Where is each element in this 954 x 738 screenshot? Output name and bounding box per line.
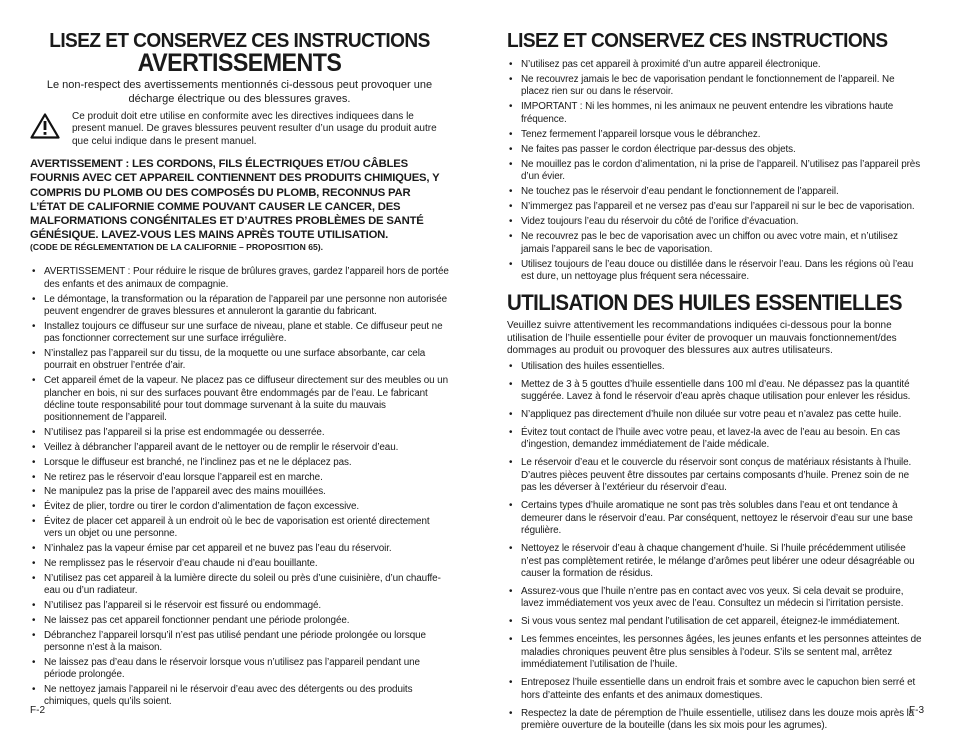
prop65-reference: (CODE DE RÉGLEMENTATION DE LA CALIFORNIE – PROPOSITION 65).: [30, 242, 324, 253]
essential-oils-list: [507, 361, 924, 733]
list-item: • Veillez à débrancher l’appareil avant de le nettoyer ou de remplir le réservoir d’eau.: [30, 442, 449, 454]
list-item: • Débranchez l’appareil lorsqu’il n’est pas utilisé pendant une période prolongée ou lorsque personne n’est à la maison.: [30, 630, 449, 655]
warnings-intro: Le non-respect des avertissements mentionnés ci-dessous peut provoquer une décharge électrique ou des blessures graves.: [46, 79, 433, 105]
list-item: • Respectez la date de péremption de l’huile essentielle, utilisez dans les douze mois après la première ouverture de la bouteille (dans les six mois pour les agrumes).: [507, 708, 924, 733]
page-heading: LISEZ ET CONSERVEZ CES INSTRUCTIONS: [507, 29, 888, 52]
list-item: • Ne recouvrez jamais le bec de vaporisation pendant le fonctionnement de l’appareil. Ne placez rien sur ou dans le réservoir.: [507, 74, 924, 99]
list-item: • N’appliquez pas directement d’huile non diluée sur votre peau et n’avalez pas cette huile.: [507, 409, 924, 421]
list-item: • Le réservoir d’eau et le couvercle du réservoir sont conçus de matériaux résistants à l’huile. D’autres pièces peuvent être dissoutes par certains composants d’huile. Prenez soin de ne pas les déverser à l’extérieur du réservoir d’eau.: [507, 457, 924, 494]
list-item: • Le démontage, la transformation ou la réparation de l’appareil par une personne non autorisée peuvent engendrer de graves blessures et annuleront la garantie du fabricant.: [30, 294, 449, 319]
list-item: • N’utilisez pas l’appareil si le réservoir est fissuré ou endommagé.: [30, 600, 449, 612]
list-item: • Les femmes enceintes, les personnes âgées, les jeunes enfants et les personnes atteintes de maladies chroniques peuvent être plus sensibles à l’odeur. S’ils se sentent mal, arrêtez immédiatement l’utilisation de l’huile.: [507, 634, 924, 671]
prop65-warning: AVERTISSEMENT : LES CORDONS, FILS ÉLECTRIQUES ET/OU CÂBLES FOURNIS AVEC CET APPAREIL CONTIENNENT DES PRODUITS CHIMIQUES, Y COMPRIS DU PLOMB OU DES COMPOSÉS DU PLOMB, RECONNUS PAR L’ÉTAT DE CALIFORNIE COMME POUVANT CAUSER LE CANCER, DES MALFORMATIONS CONGÉNITALES ET D’AUTRES PROBLÈMES DE SANTÉ GÉNÉSIQUE. LAVEZ-VOUS LES MAINS APRÈS TOUTE UTILISATION.: [30, 158, 440, 242]
caution-text: Ce produit doit etre utilise en conformite avec les directives indiquees dans le present manuel. De graves blessures peuvent resulter d’un usage du produit autre que celui indique dans le present manuel.: [72, 111, 437, 147]
instructions-list: [507, 59, 924, 283]
list-item: • N’inhalez pas la vapeur émise par cet appareil et ne buvez pas l’eau du réservoir.: [30, 543, 449, 555]
list-item: • N’utilisez pas cet appareil à proximité d’un autre appareil électronique.: [507, 59, 924, 71]
warnings-title: AVERTISSEMENTS: [137, 49, 342, 77]
list-item: • Évitez de plier, tordre ou tirer le cordon d’alimentation de façon excessive.: [30, 501, 449, 513]
page-right: [477, 0, 954, 738]
list-item: • N’utilisez pas l’appareil si la prise est endommagée ou desserrée.: [30, 427, 449, 439]
essential-oils-intro: Veuillez suivre attentivement les recommandations indiquées ci-dessous pour la bonne utilisation de l’huile essentielle pour éviter de provoquer un mauvais fonctionnement/des dommages au produit ou provoquer des blessures aux autres utilisateurs.: [507, 320, 897, 357]
list-item: • Videz toujours l’eau du réservoir du côté de l’orifice d’évacuation.: [507, 216, 924, 228]
list-item: • N’installez pas l’appareil sur du tissu, de la moquette ou une surface absorbante, car cela pourrait en obstruer l’entrée d’air.: [30, 348, 449, 373]
list-item: • Ne remplissez pas le réservoir d’eau chaude ni d’eau bouillante.: [30, 558, 449, 570]
list-item: • Ne manipulez pas la prise de l’appareil avec des mains mouillées.: [30, 486, 449, 498]
list-item: • Tenez fermement l’appareil lorsque vous le débranchez.: [507, 129, 924, 141]
list-item: • AVERTISSEMENT : Pour réduire le risque de brûlures graves, gardez l’appareil hors de portée des enfants et des animaux de compagnie.: [30, 266, 449, 291]
list-item: • Mettez de 3 à 5 gouttes d’huile essentielle dans 100 ml d’eau. Ne dépassez pas la quantité suggérée. Lavez à fond le réservoir d’eau après chaque utilisation pour enlever les résidus.: [507, 379, 924, 404]
list-item: • Ne retirez pas le réservoir d’eau lorsque l’appareil est en marche.: [30, 472, 449, 484]
list-item: • Entreposez l’huile essentielle dans un endroit frais et sombre avec le capuchon bien serré et hors d’atteinte des enfants et des animaux domestiques.: [507, 677, 924, 702]
list-item: • Ne laissez pas cet appareil fonctionner pendant une période prolongée.: [30, 615, 449, 627]
list-item: • N’immergez pas l’appareil et ne versez pas d’eau sur l’appareil ni sur le bec de vaporisation.: [507, 201, 924, 213]
warnings-list: [30, 266, 449, 708]
list-item: • Lorsque le diffuseur est branché, ne l’inclinez pas et ne le déplacez pas.: [30, 457, 449, 469]
list-item: • Installez toujours ce diffuseur sur une surface de niveau, plane et stable. Ce diffuseur peut ne pas fonctionner correctement sur une surface irrégulière.: [30, 321, 449, 346]
list-item: • IMPORTANT : Ni les hommes, ni les animaux ne peuvent entendre les vibrations haute fréquence.: [507, 101, 924, 126]
page-number: F-2: [30, 705, 45, 716]
list-item: • Ne touchez pas le réservoir d’eau pendant le fonctionnement de l’appareil.: [507, 186, 924, 198]
page-heading: LISEZ ET CONSERVEZ CES INSTRUCTIONS: [49, 29, 430, 52]
list-item: • Si vous vous sentez mal pendant l’utilisation de cet appareil, éteignez-le immédiatement.: [507, 616, 924, 628]
list-item: • Utilisez toujours de l’eau douce ou distillée dans le réservoir l’eau. Dans les régions où l’eau est dure, un nettoyage plus fréquent sera nécessaire.: [507, 259, 924, 284]
essential-oils-heading: UTILISATION DES HUILES ESSENTIELLES: [507, 290, 903, 316]
list-item: • Utilisation des huiles essentielles.: [507, 361, 924, 373]
page-number: F-3: [909, 705, 924, 716]
caution-block: [30, 111, 449, 148]
warning-triangle-icon: [30, 111, 72, 148]
list-item: • Certains types d’huile aromatique ne sont pas très solubles dans l’eau et ont tendance à demeurer dans le réservoir d’eau. Par conséquent, nettoyez le réservoir d’eau sur une base régulière.: [507, 500, 924, 537]
list-item: • Ne nettoyez jamais l’appareil ni le réservoir d’eau avec des détergents ou des produits chimiques, quels qu’ils soient.: [30, 684, 449, 709]
list-item: • Évitez de placer cet appareil à un endroit où le bec de vaporisation est orienté directement vers un objet ou une personne.: [30, 516, 449, 541]
list-item: • Évitez tout contact de l’huile avec votre peau, et lavez-la avec de l’eau au besoin. En cas d’ingestion, demandez immédiatement de l’aide médicale.: [507, 427, 924, 452]
list-item: • Ne faites pas passer le cordon électrique par-dessus des objets.: [507, 144, 924, 156]
list-item: • Cet appareil émet de la vapeur. Ne placez pas ce diffuseur directement sur des meubles ou un plancher en bois, ni sur des surfaces pouvant être endommagés par de l’eau. Le fabricant décline toute responsabilité pour tout dommage survenant à la suite du mauvais positionnement de l’appareil.: [30, 375, 449, 425]
list-item: • Nettoyez le réservoir d’eau à chaque changement d’huile. Si l’huile précédemment utilisée n’est pas complètement retirée, le mélange d’arômes peut libérer une odeur désagréable ou causer la formation de résidus.: [507, 543, 924, 580]
list-item: • Ne recouvrez pas le bec de vaporisation avec un chiffon ou avec votre main, et n’utilisez jamais l’appareil sans le bec de vaporisation.: [507, 231, 924, 256]
list-item: • Ne laissez pas d’eau dans le réservoir lorsque vous n’utilisez pas l’appareil pendant une période prolongée.: [30, 657, 449, 682]
list-item: • Ne mouillez pas le cordon d’alimentation, ni la prise de l’appareil. N’utilisez pas l’appareil près d’un évier.: [507, 159, 924, 184]
list-item: • N’utilisez pas cet appareil à la lumière directe du soleil ou près d’une cuisinière, d’un chauffe-eau ou d’un radiateur.: [30, 573, 449, 598]
list-item: • Assurez-vous que l’huile n’entre pas en contact avec vos yeux. Si cela devait se produire, lavez immédiatement vos yeux avec de l’eau. Consultez un médecin si l’irritation persiste.: [507, 586, 924, 611]
